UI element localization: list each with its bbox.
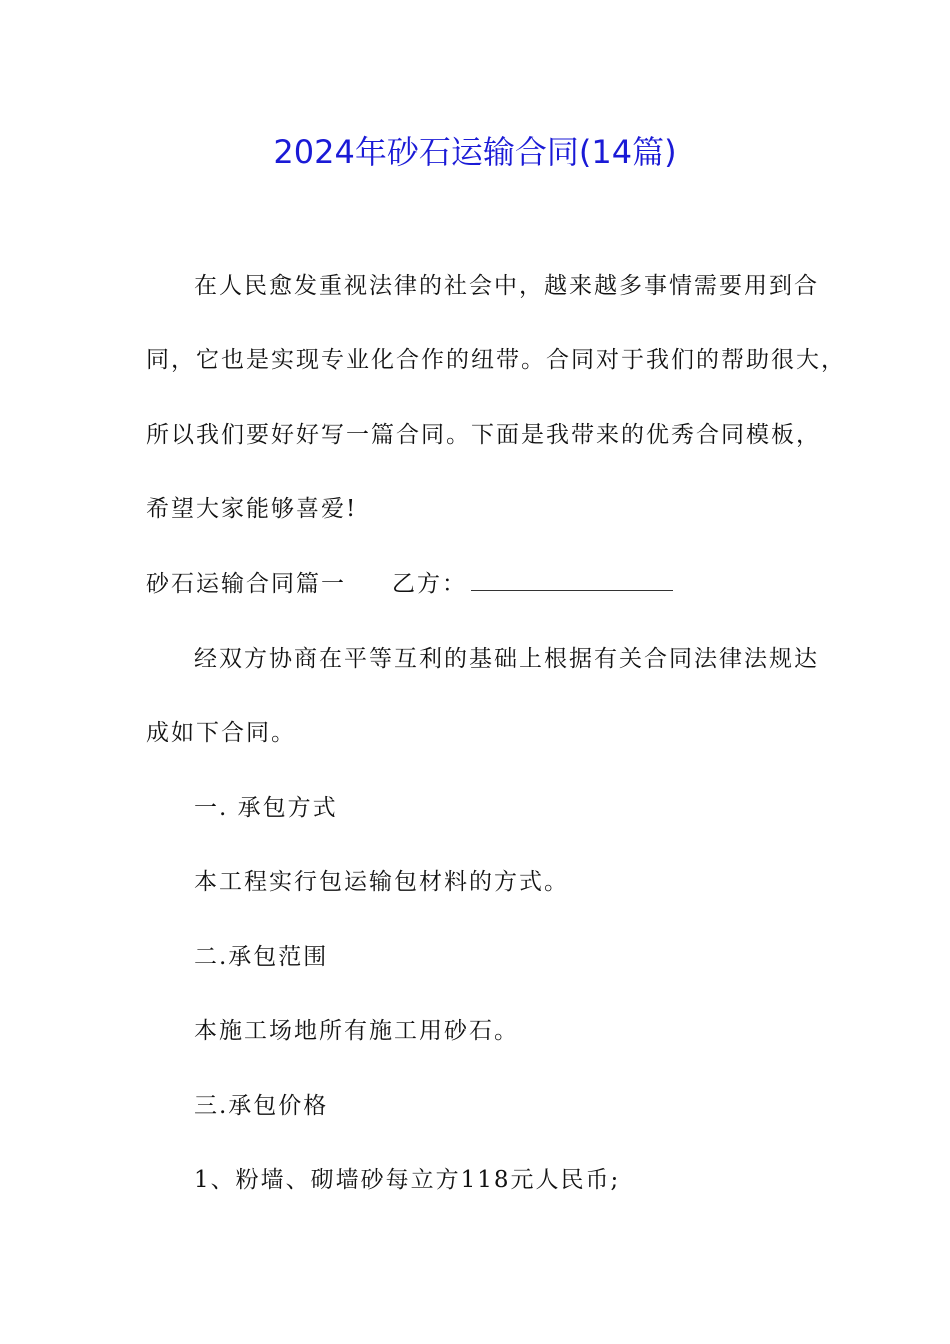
clause-1-body: 本工程实行包运输包材料的方式。 [194, 869, 569, 895]
agreement-line-1: 经双方协商在平等互利的基础上根据有关合同法律法规达 [194, 646, 819, 672]
document-title: 2024年砂石运输合同(14篇) [273, 133, 677, 171]
clause-1-heading: 一. 承包方式 [194, 795, 338, 821]
clause-3-body: 1、粉墙、砌墙砂每立方118元人民币; [194, 1167, 621, 1193]
party-b-label: 乙方： [392, 571, 467, 597]
section-heading-row [146, 567, 673, 601]
clause-3-heading: 三.承包价格 [194, 1093, 329, 1119]
intro-line-3: 所以我们要好好写一篇合同。下面是我带来的优秀合同模板， [146, 422, 821, 448]
agreement-line-2: 成如下合同。 [146, 720, 296, 746]
intro-line-1: 在人民愈发重视法律的社会中，越来越多事情需要用到合 [194, 273, 819, 299]
clause-2-heading: 二.承包范围 [194, 944, 329, 970]
section-heading: 砂石运输合同篇一 [146, 571, 346, 597]
intro-line-4: 希望大家能够喜爱! [146, 496, 358, 522]
clause-2-body: 本施工场地所有施工用砂石。 [194, 1018, 519, 1044]
party-b-blank-line [471, 568, 673, 591]
intro-line-2: 同，它也是实现专业化合作的纽带。合同对于我们的帮助很大， [146, 347, 846, 373]
